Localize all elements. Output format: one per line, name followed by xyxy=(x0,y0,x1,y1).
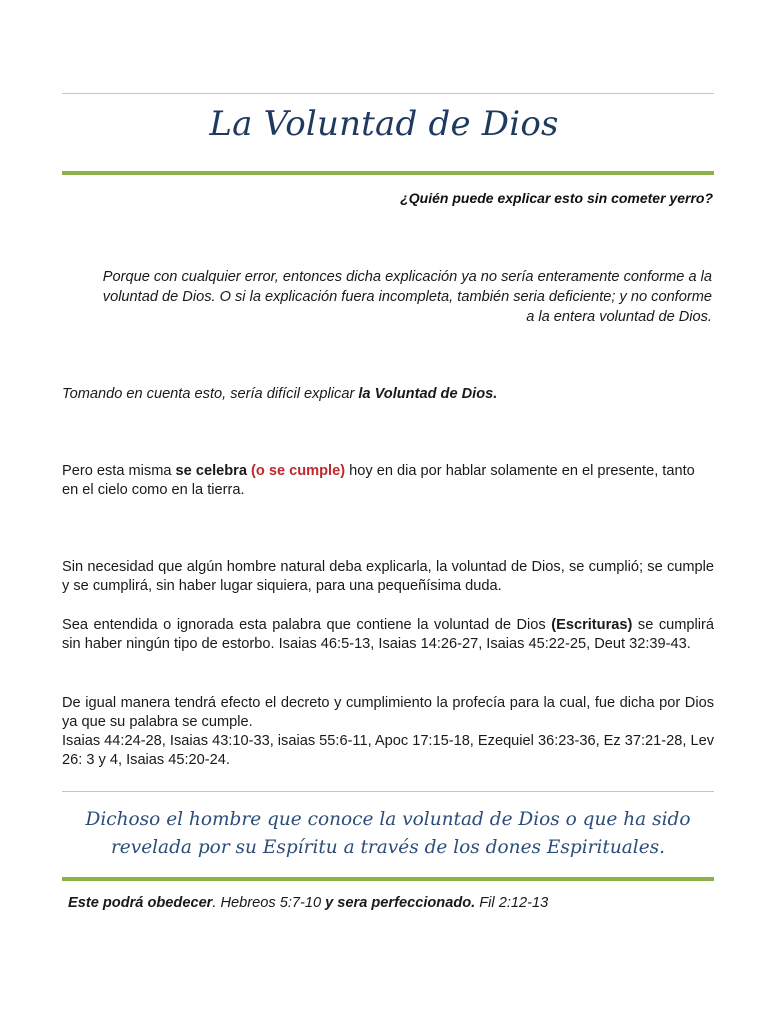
paragraph-2 xyxy=(62,462,714,500)
paragraph-1-bold: la Voluntad de Dios. xyxy=(358,386,498,402)
paragraph-5-references: Isaias 44:24-28, Isaias 43:10-33, isaias 55:6-11, Apoc 17:15-18, Ezequiel 36:23-36, Ez 37:21-28, Lev 26: 3 y 4, Isaias 45:20-24. xyxy=(62,733,715,768)
paragraph-4 xyxy=(62,616,714,654)
subtitle: ¿Quién puede explicar esto sin cometer yerro? xyxy=(400,190,713,206)
footer-text-1: . Hebreos 5:7-10 xyxy=(212,895,326,911)
top-divider xyxy=(62,93,714,94)
title-underline xyxy=(62,171,714,175)
paragraph-5-line-1: De igual manera tendrá efecto el decreto y cumplimiento la profecía para la cual, fue dicha por Dios ya que su palabra se cumple. xyxy=(62,695,714,730)
quote-underline xyxy=(62,877,714,881)
paragraph-2-text-b: hoy en dia por hablar solamente en el presente, tanto en el cielo como en la tierra. xyxy=(62,463,695,498)
highlight-quote: Dichoso el hombre que conoce la voluntad de Dios o que ha sido revelada por su Espíritu a través de los dones Espirituales. xyxy=(85,809,691,858)
page-title: La Voluntad de Dios xyxy=(209,104,559,144)
paragraph-2-text-a: Pero esta misma xyxy=(62,463,176,479)
footer-bold-2: y sera perfeccionado. xyxy=(325,895,476,911)
quote-divider xyxy=(62,791,714,792)
footer-line xyxy=(68,895,548,911)
footer-text-2: Fil 2:12-13 xyxy=(475,895,549,911)
paragraph-4-text-a: Sea entendida o ignorada esta palabra que contiene la voluntad de Dios xyxy=(62,617,552,633)
paragraph-2-red: (o se cumple) xyxy=(251,463,346,479)
intro-paragraph: Porque con cualquier error, entonces dicha explicación ya no sería enteramente conforme a la voluntad de Dios. O si la explicación fuera incompleta, también seria deficiente; y no conforme a la entera voluntad de Dios. xyxy=(102,269,712,325)
paragraph-3: Sin necesidad que algún hombre natural deba explicarla, la voluntad de Dios, se cumplió; se cumple y se cumplirá, sin haber lugar siquiera, para una pequeñísima duda. xyxy=(62,559,714,594)
paragraph-2-bold: se celebra xyxy=(175,463,247,479)
paragraph-4-bold: (Escrituras) xyxy=(551,617,633,633)
paragraph-4-text-b: se cumplirá sin haber ningún tipo de estorbo. Isaias 46:5-13, Isaias 14:26-27, Isaias 45:22-25, Deut 32:39-43. xyxy=(62,617,715,652)
paragraph-1 xyxy=(62,385,714,404)
paragraph-1-text: Tomando en cuenta esto, sería difícil explicar xyxy=(62,386,359,402)
footer-bold-1: Este podrá obedecer xyxy=(68,895,213,911)
paragraph-5 xyxy=(62,694,714,770)
